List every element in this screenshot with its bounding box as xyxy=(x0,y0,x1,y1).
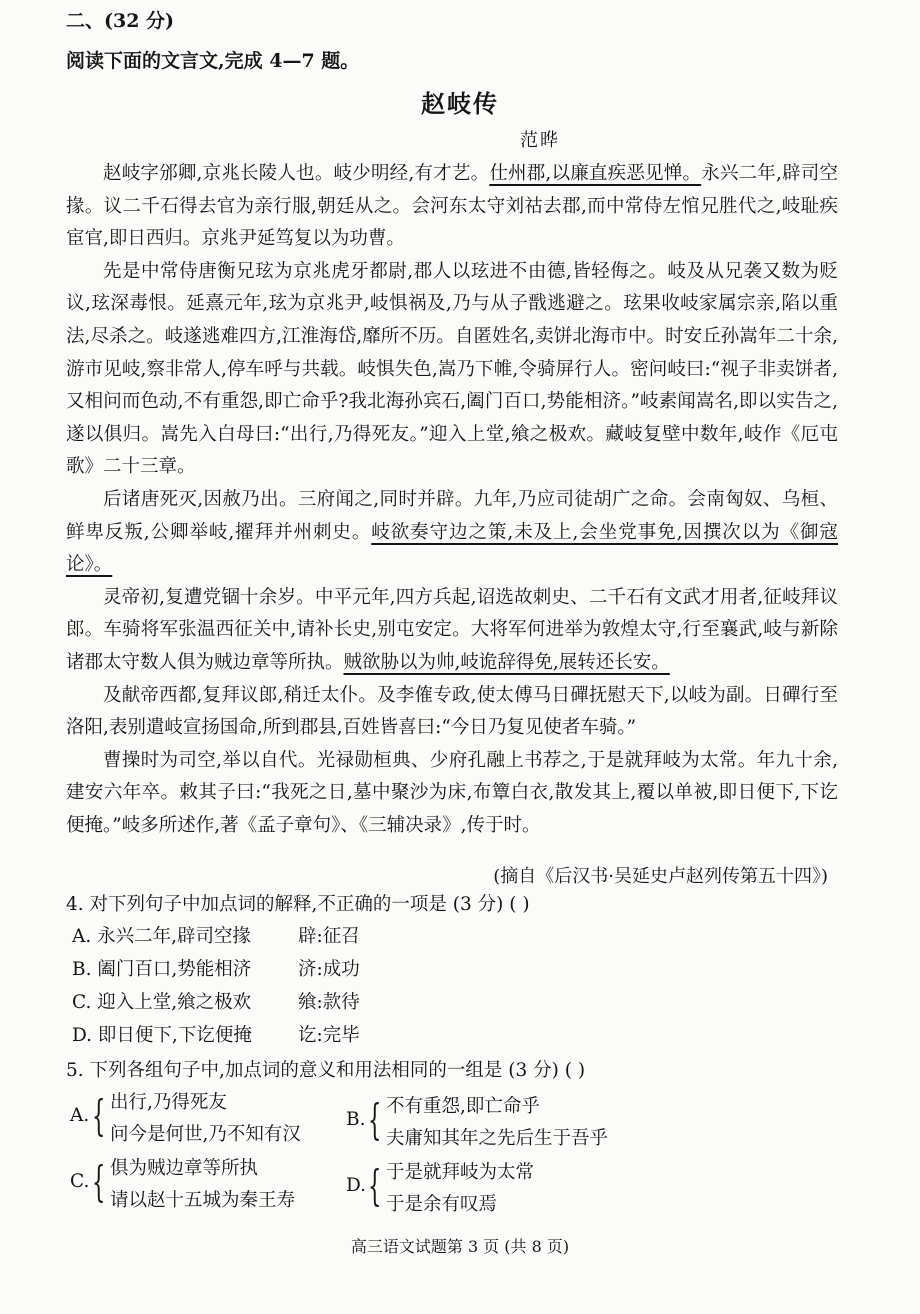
paragraph-3: 后诸唐死灭,因赦乃出。三府闻之,同时并辟。九年,乃应司徒胡广之命。会南匈奴、乌桓、鲜卑反叛,公卿举岐,擢拜并州刺史。岐欲奏守边之策,未及上,会坐党事免,因撰次以为《御寇论》。 xyxy=(66,488,838,576)
paragraph-1: 赵岐字邠卿,京兆长陵人也。岐少明经,有才艺。仕州郡,以廉直疾恶见惮。永兴二年,辟司空掾。议二千石得去官为亲行服,朝廷从之。会河东太守刘祜去郡,而中常侍左悺兄胜代之,岐耻疾宦官,即日西归。京兆尹延笃复以为功曹。 xyxy=(66,163,838,250)
brace-glyph: { xyxy=(92,1091,106,1140)
paragraph-4: 灵帝初,复遭党锢十余岁。中平元年,四方兵起,诏选故刺史、二千石有文武才用者,征岐拜议郎。车骑将军张温西征关中,请补长史,别屯安定。大将军何进举为敦煌太守,行至襄武,岐与新除诸郡太守数人俱为贼边章等所执。贼欲胁以为帅,岐诡辞得免,展转还长安。 xyxy=(66,586,838,673)
paragraph-2: 先是中常侍唐衡兄玹为京兆虎牙都尉,郡人以玹进不由德,皆轻侮之。岐及从兄袭又数为贬议,玹深毒恨。延熹元年,玹为京兆尹,岐惧祸及,乃与从子戬逃避之。玹果收岐家属宗亲,陷以重法,尽杀之。岐遂逃难四方,江淮海岱,靡所不历。自匿姓名,卖饼北海市中。时安丘孙嵩年二十余,游市见岐,察非常人,停车呼与共载。岐惧失色,嵩乃下帷,令骑屏行人。密问岐曰:“视子非卖饼者,又相问而色动,不有重怨,即亡命乎?我北海孙宾石,阖门百口,势能相济。”岐素闻嵩名,即以实告之,遂以俱归。嵩先入白母曰:“出行,乃得死友。”迎入上堂,飨之极欢。藏岐复壁中数年,岐作《厄屯歌》二十三章。 xyxy=(66,260,838,478)
paragraph-6: 曹操时为司空,举以自代。光禄勋桓典、少府孔融上书荐之,于是就拜岐为太常。年九十余,建安六年卒。敕其子曰:“我死之日,墓中聚沙为床,布簟白衣,散发其上,覆以单被,即日便下,下讫便掩。”岐多所述作,著《孟子章句》、《三辅决录》,传于时。 xyxy=(66,749,838,836)
exam-page: 二、(32 分) 阅读下面的文言文,完成 4—7 题。 赵岐传 范晔 赵岐字邠卿,京兆长陵人也。岐少明经,有才艺。仕州郡,以廉直疾恶见惮。永兴二年,辟司空掾。议二千石得去官为亲行服,朝廷从之。会河东太守刘祜去郡,而中常侍左悺兄胜代之,岐耻疾宦官,即日西归。京兆尹延笃复以为功曹。 先是中常侍唐衡兄玹为京兆虎牙都尉,郡人以玹进不由德,皆轻侮之。岐及从兄袭又数为贬议,玹深毒恨。延熹元年,玹为京兆尹,岐惧祸及,乃与从子戬逃避之。玹果收岐家属宗亲,陷以重法,尽杀之。岐遂逃难四方,江淮海岱,靡所不历。自匿姓名,卖饼北海市中。时安丘孙嵩年二十余,游市见岐,察非常人,停车呼与共载。岐惧失色,嵩乃下帷,令骑屏行人。密问岐曰:“视子非卖饼者,又相问而色动,不有重怨,即亡命乎?我北海孙宾石,阖门百口,势能相济。”岐素闻嵩名,即以实告之,遂以俱归。嵩先入白母曰:“出行,乃得死友。”迎入上堂,飨之极欢。藏岐复壁中数年,岐作《厄屯歌》二十三章。 后诸唐死灭,因赦乃出。三府闻之,同时并辟。九年,乃应司徒胡广之命。会南匈奴、乌桓、鲜卑反叛,公卿举岐,擢拜并州刺史。岐欲奏守边之策,未及上,会坐党事免,因撰次以为《御寇论》。 灵帝初,复遭党锢十余岁。中平元年,四方兵起,诏选故刺史、二千石有文武才用者,征岐拜议郎。车骑将军张温西征关中,请补长史,别屯安定。大将军何进举为敦煌太守,行至襄武,岐与新除诸郡太守数人俱为贼边章等所执。贼欲胁以为帅,岐诡辞得免,展转还长安。 及献帝西都,复拜议郎,稍迁太仆。及李傕专政,使太傅马日磾抚慰天下,以岐为副。日磾行至洛阳,表别遣岐宣扬国命,所到郡县,百姓皆喜曰:“今日乃复见使者车骑。” 曹操时为司空,举以自代。光禄勋桓典、少府孔融上书荐之,于是就拜岐为太常。年九十余,建安六年卒。敕其子曰:“我死之日,墓中聚沙为床,布簟白衣,散发其上,覆以单被,即日便下,下讫便掩。”岐多所述作,著《孟子章句》、《三辅决录》,传于时。 (摘自《后汉书·吴延史卢赵列传第五十四》) 4. 对下列句子中加点词的解释,不正确的一项是 (3 分) ( ) A. 永兴二年,辟司空掾 辟:征召 B. 阖门百口,势能相济 济:成功 C. 迎入上堂,飨之极欢 飨:款待 D. 即日便下,下讫便掩 讫:完毕 5. 下列各组句子中,加点词的意义和用法相同的一组是 (3 分) ( ) A. { 出行,乃得死友 问今是何世,乃不知有汉 B. { 不有重怨,即亡命乎 夫庸知其年之先后生于吾乎 C. { 俱为贼边章等所执 请以赵十五城为秦王寿 D. { 于是就拜岐为太常 于是余有叹焉 高三语文试题第 3 页 (共 8 页) xyxy=(0,0,920,1314)
question-4-stem: 4. 对下列句子中加点词的解释,不正确的一项是 (3 分) ( ) xyxy=(66,894,530,915)
underlined-sentence-2: 岐欲奏守边之策,未及上,会坐党事免,因撰次以为《御寇论》。 xyxy=(66,521,838,576)
brace-glyph: { xyxy=(368,1161,382,1210)
brace-glyph: { xyxy=(368,1095,382,1144)
section-instruction: 阅读下面的文言文,完成 4—7 题。 xyxy=(66,50,360,72)
brace-glyph: { xyxy=(92,1157,106,1206)
article-title: 赵岐传 xyxy=(421,89,499,118)
underlined-sentence-3: 贼欲胁以为帅,岐诡辞得免,展转还长安。 xyxy=(343,651,670,673)
page-footer: 高三语文试题第 3 页 (共 8 页) xyxy=(350,1237,570,1256)
source-citation: (摘自《后汉书·吴延史卢赵列传第五十四》) xyxy=(493,866,828,887)
question-5-stem: 5. 下列各组句子中,加点词的意义和用法相同的一组是 (3 分) ( ) xyxy=(66,1060,586,1081)
paragraph-5: 及献帝西都,复拜议郎,稍迁太仆。及李傕专政,使太傅马日磾抚慰天下,以岐为副。日磾行至洛阳,表别遣岐宣扬国命,所到郡县,百姓皆喜曰:“今日乃复见使者车骑。” xyxy=(66,684,838,739)
article-author: 范晔 xyxy=(520,130,560,151)
underlined-sentence-1: 仕州郡,以廉直疾恶见惮。 xyxy=(489,163,702,184)
passage xyxy=(66,158,838,842)
section-header: 二、(32 分) xyxy=(66,10,175,32)
